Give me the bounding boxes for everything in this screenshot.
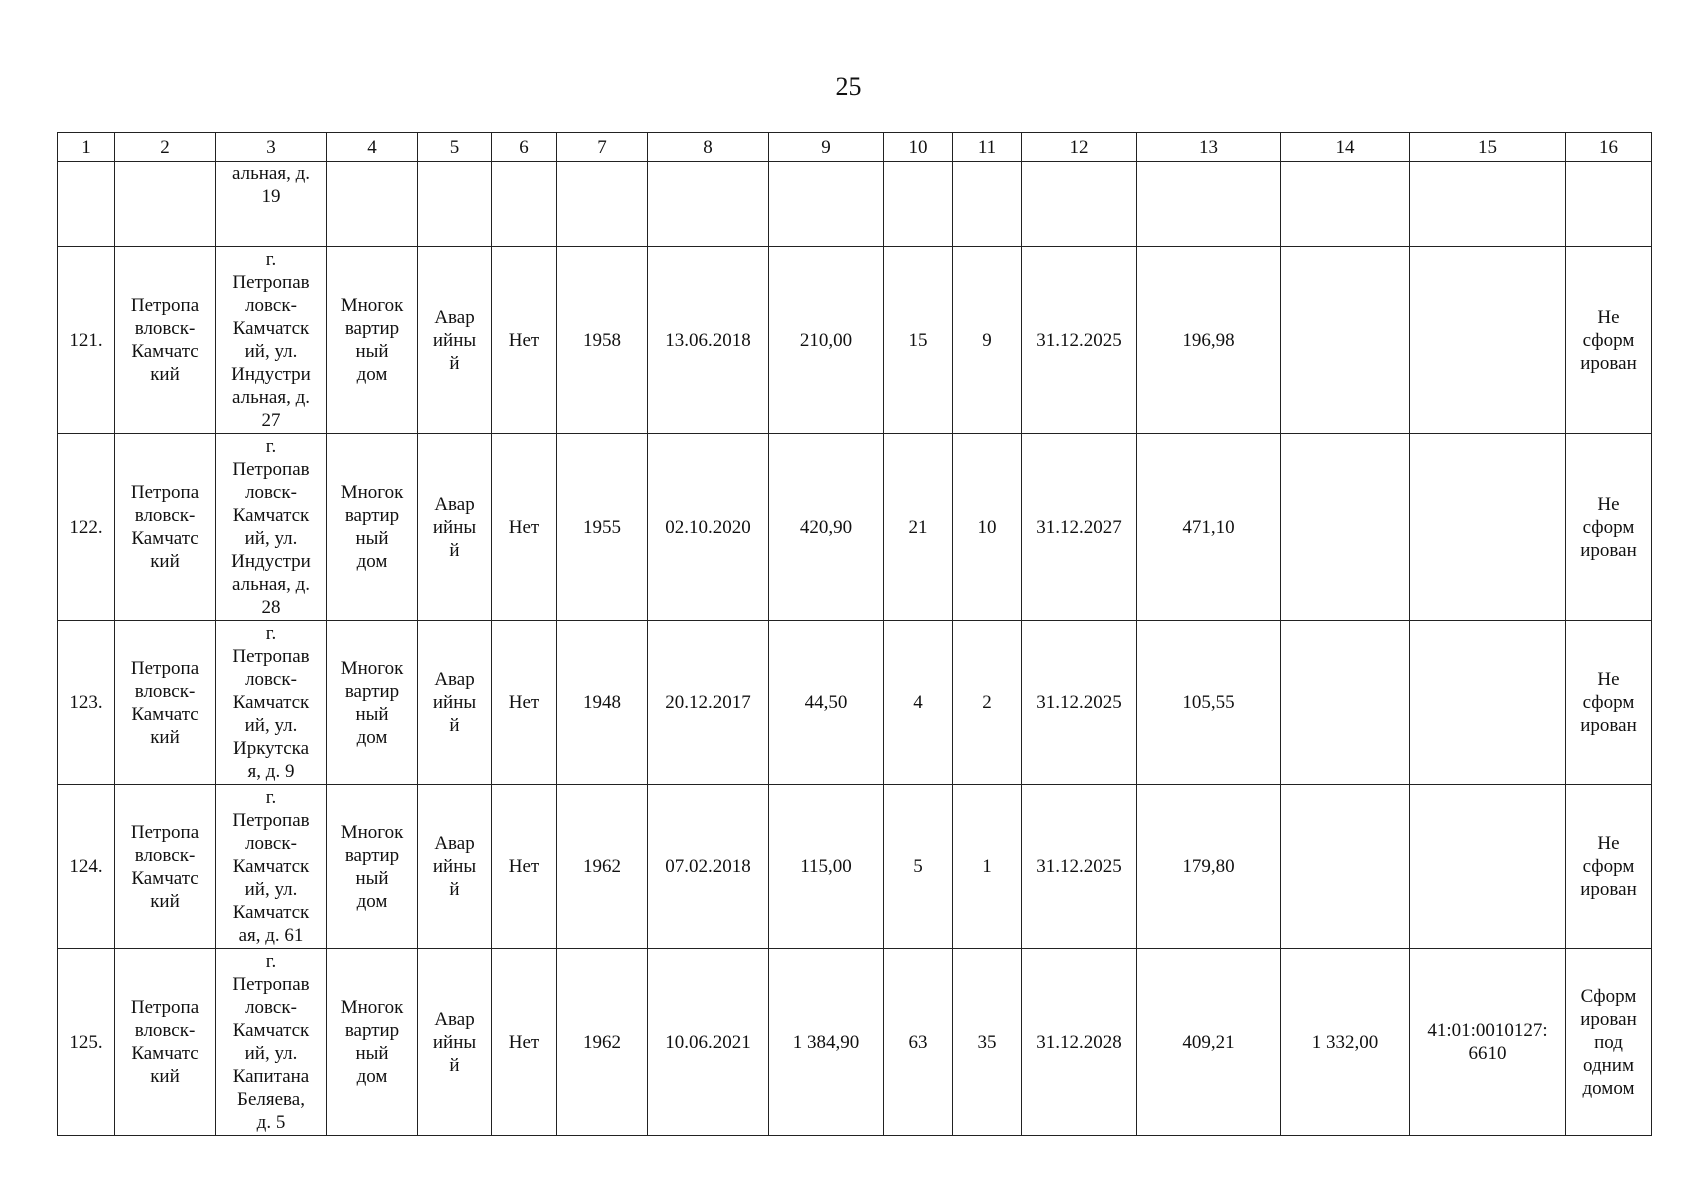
cell: 9 xyxy=(953,247,1022,434)
deadline-cell: 31.12.2028 xyxy=(1022,949,1137,1136)
city-cell: Петропа вловск- Камчатс кий xyxy=(115,247,216,434)
status-cell: Не сформ ирован xyxy=(1566,434,1652,621)
date-cell: 02.10.2020 xyxy=(648,434,769,621)
condition-cell: Авар ийны й xyxy=(418,247,492,434)
col-header-9: 9 xyxy=(769,133,884,162)
date-cell: 10.06.2021 xyxy=(648,949,769,1136)
cell: 196,98 xyxy=(1137,247,1281,434)
cell xyxy=(1281,785,1410,949)
row-number-cell: 125. xyxy=(58,949,115,1136)
col-header-15: 15 xyxy=(1410,133,1566,162)
address-cell: г. Петропав ловск- Камчатск ий, ул. Капитана Беляева, д. 5 xyxy=(216,949,327,1136)
cell xyxy=(769,162,884,247)
cell: Нет xyxy=(492,785,557,949)
condition-cell: Авар ийны й xyxy=(418,621,492,785)
address-cell: г. Петропав ловск- Камчатск ий, ул. Индустри альная, д. 27 xyxy=(216,247,327,434)
table-row xyxy=(58,247,1652,434)
col-header-1: 1 xyxy=(58,133,115,162)
cadastral-number-cell xyxy=(1410,247,1566,434)
city-cell: Петропа вловск- Камчатс кий xyxy=(115,434,216,621)
cell xyxy=(648,162,769,247)
deadline-cell: 31.12.2025 xyxy=(1022,621,1137,785)
date-cell: 20.12.2017 xyxy=(648,621,769,785)
col-header-10: 10 xyxy=(884,133,953,162)
year-cell: 1948 xyxy=(557,621,648,785)
cell: 35 xyxy=(953,949,1022,1136)
city-cell: Петропа вловск- Камчатс кий xyxy=(115,621,216,785)
date-cell: 13.06.2018 xyxy=(648,247,769,434)
col-header-13: 13 xyxy=(1137,133,1281,162)
col-header-7: 7 xyxy=(557,133,648,162)
status-cell: Не сформ ирован xyxy=(1566,785,1652,949)
cell: Нет xyxy=(492,621,557,785)
building-type-cell: Многок вартир ный дом xyxy=(327,247,418,434)
deadline-cell: 31.12.2027 xyxy=(1022,434,1137,621)
col-header-14: 14 xyxy=(1281,133,1410,162)
condition-cell: Авар ийны й xyxy=(418,949,492,1136)
housing-registry-table xyxy=(57,132,1652,1136)
cell: 471,10 xyxy=(1137,434,1281,621)
address-cell: альная, д. 19 xyxy=(216,162,327,247)
cell xyxy=(1022,162,1137,247)
cell: 105,55 xyxy=(1137,621,1281,785)
cell xyxy=(58,162,115,247)
date-cell: 07.02.2018 xyxy=(648,785,769,949)
cell xyxy=(418,162,492,247)
cell xyxy=(327,162,418,247)
cadastral-number-cell xyxy=(1410,621,1566,785)
cell: 4 xyxy=(884,621,953,785)
year-cell: 1955 xyxy=(557,434,648,621)
cell: 409,21 xyxy=(1137,949,1281,1136)
city-cell: Петропа вловск- Камчатс кий xyxy=(115,785,216,949)
col-header-3: 3 xyxy=(216,133,327,162)
table-row xyxy=(58,785,1652,949)
cell: Нет xyxy=(492,434,557,621)
cell: 15 xyxy=(884,247,953,434)
condition-cell: Авар ийны й xyxy=(418,434,492,621)
cell: Нет xyxy=(492,247,557,434)
status-cell: Не сформ ирован xyxy=(1566,621,1652,785)
cell: 2 xyxy=(953,621,1022,785)
cell xyxy=(1281,162,1410,247)
cell: 63 xyxy=(884,949,953,1136)
cell xyxy=(1137,162,1281,247)
col-header-2: 2 xyxy=(115,133,216,162)
page-number: 25 xyxy=(835,72,862,101)
area-cell: 1 384,90 xyxy=(769,949,884,1136)
status-cell: Сформ ирован под одним домом xyxy=(1566,949,1652,1136)
cell: 5 xyxy=(884,785,953,949)
address-cell: г. Петропав ловск- Камчатск ий, ул. Камчатск ая, д. 61 xyxy=(216,785,327,949)
building-type-cell: Многок вартир ный дом xyxy=(327,621,418,785)
year-cell: 1962 xyxy=(557,785,648,949)
area-cell: 420,90 xyxy=(769,434,884,621)
header-row xyxy=(58,133,1652,162)
cell xyxy=(1410,162,1566,247)
table-row xyxy=(58,434,1652,621)
col-header-4: 4 xyxy=(327,133,418,162)
cell xyxy=(1566,162,1652,247)
col-header-8: 8 xyxy=(648,133,769,162)
cell xyxy=(115,162,216,247)
building-type-cell: Многок вартир ный дом xyxy=(327,949,418,1136)
address-cell: г. Петропав ловск- Камчатск ий, ул. Иркутска я, д. 9 xyxy=(216,621,327,785)
table-row xyxy=(58,621,1652,785)
col-header-11: 11 xyxy=(953,133,1022,162)
row-number-cell: 121. xyxy=(58,247,115,434)
deadline-cell: 31.12.2025 xyxy=(1022,247,1137,434)
city-cell: Петропа вловск- Камчатс кий xyxy=(115,949,216,1136)
col-header-5: 5 xyxy=(418,133,492,162)
cell: 1 xyxy=(953,785,1022,949)
cell: 179,80 xyxy=(1137,785,1281,949)
cell xyxy=(1281,434,1410,621)
row-number-cell: 123. xyxy=(58,621,115,785)
year-cell: 1958 xyxy=(557,247,648,434)
area-cell: 44,50 xyxy=(769,621,884,785)
address-cell: г. Петропав ловск- Камчатск ий, ул. Индустри альная, д. 28 xyxy=(216,434,327,621)
cadastral-number-cell: 41:01:0010127: 6610 xyxy=(1410,949,1566,1136)
col-header-6: 6 xyxy=(492,133,557,162)
cell xyxy=(1281,621,1410,785)
cell xyxy=(884,162,953,247)
cell: Нет xyxy=(492,949,557,1136)
year-cell: 1962 xyxy=(557,949,648,1136)
col-header-12: 12 xyxy=(1022,133,1137,162)
cell: 10 xyxy=(953,434,1022,621)
cell xyxy=(557,162,648,247)
cell xyxy=(492,162,557,247)
cadastral-number-cell xyxy=(1410,434,1566,621)
row-number-cell: 124. xyxy=(58,785,115,949)
table-row xyxy=(58,949,1652,1136)
condition-cell: Авар ийны й xyxy=(418,785,492,949)
cell xyxy=(1281,247,1410,434)
area-cell: 210,00 xyxy=(769,247,884,434)
cadastral-number-cell xyxy=(1410,785,1566,949)
status-cell: Не сформ ирован xyxy=(1566,247,1652,434)
deadline-cell: 31.12.2025 xyxy=(1022,785,1137,949)
col-header-16: 16 xyxy=(1566,133,1652,162)
cell xyxy=(953,162,1022,247)
cell: 21 xyxy=(884,434,953,621)
cell: 1 332,00 xyxy=(1281,949,1410,1136)
continuation-row xyxy=(58,162,1652,247)
building-type-cell: Многок вартир ный дом xyxy=(327,434,418,621)
building-type-cell: Многок вартир ный дом xyxy=(327,785,418,949)
area-cell: 115,00 xyxy=(769,785,884,949)
row-number-cell: 122. xyxy=(58,434,115,621)
